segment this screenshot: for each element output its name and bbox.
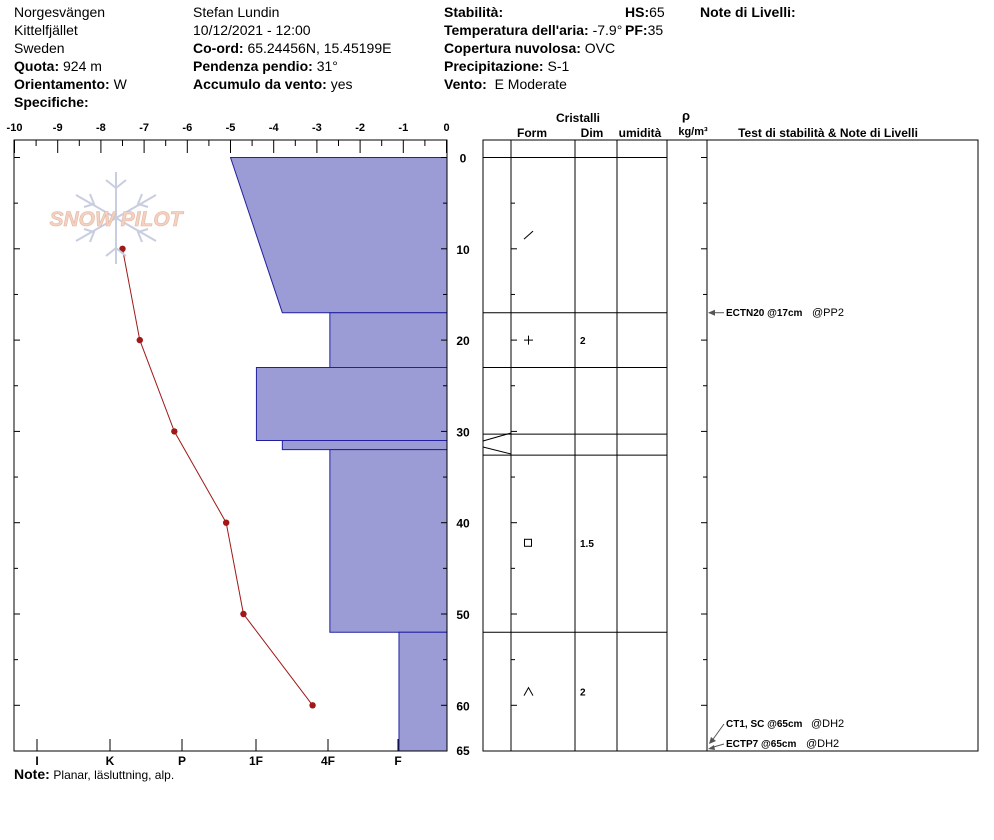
size-header: Dim [580,126,604,140]
temp-tick-label: -2 [355,122,365,134]
depth-label: 50 [456,608,470,622]
depth-label: 40 [456,516,470,531]
coord-label: Co-ord: [193,40,244,56]
quota-value: 924 m [63,58,102,74]
depth-label: 0 [459,151,467,166]
depth-label: 30 [456,425,470,440]
density-header: kg/m³ [678,126,708,138]
depth-hoar-icon [524,688,533,696]
tests-header: Test di stabilità & Note di Livelli [738,126,918,140]
faceted-crystals-icon [525,539,532,546]
stability-test-3 [726,738,839,750]
crystals-header: Cristalli [555,111,601,125]
temp-tick-label: 0 [443,122,450,134]
layer-pinch-lines [483,433,511,454]
observer-name: Stefan Lundin [193,4,280,20]
decomposing-fragments-icon [524,336,533,345]
country-name: Sweden [14,40,65,56]
arrow-head-icon [708,310,715,316]
temp-tick-label: -6 [182,122,193,134]
grain-size-label: 2 [580,687,586,699]
temp-tick-label: -9 [52,122,63,134]
hardness-bar-2 [330,313,447,368]
grain-stroke [525,539,532,546]
temperature-point [309,702,315,708]
temp-tick-label: -10 [6,122,23,134]
depth-label: 10 [456,242,470,257]
watermark-text: SNOW PILOT [49,208,183,231]
wind-value: E Moderate [494,76,567,92]
temp-tick-label: -7 [139,122,149,134]
temperature-point [223,520,229,526]
snowpilot-watermark [50,172,185,264]
test-grain: @DH2 [811,718,845,730]
precip-value: S-1 [547,58,570,74]
aspect-value: W [113,76,127,92]
hardness-bar-6 [399,632,447,751]
temp-tick-label: -1 [398,122,409,134]
quota-label: Quota: [14,58,60,74]
precip-particles-icon [524,231,533,239]
stability-test-2 [726,718,844,730]
layer-table-frame [483,140,978,751]
date-time: 10/12/2021 - 12:00 [193,22,311,38]
temperature-line [123,249,313,706]
hardness-bar-3 [256,367,447,440]
hardness-label: F [394,754,402,768]
note-row [14,766,174,782]
hardness-label: 1F [248,754,264,768]
cloud-label: Copertura nuvolosa: [444,40,581,56]
depth-label: 65 [456,744,470,758]
layer-notes-label: Note di Livelli: [700,4,796,20]
stability-label: Stabilità: [444,4,504,20]
slope-value: 31° [316,58,338,74]
stability-test-1 [726,307,844,319]
arrow-head-icon [709,737,716,744]
arrow-head-icon [708,745,715,750]
temp-tick-label: -3 [312,122,322,134]
pf-value: 35 [647,22,664,38]
note-label: Note: [14,766,50,782]
grain-stroke [524,688,533,696]
grain-size-label: 2 [580,336,586,348]
test-code: ECTP7 @65cm [726,739,797,750]
hardness-label: 4F [320,754,336,768]
hardness-bar-4 [282,441,447,450]
temperature-point [240,611,246,617]
pf-label: PF: [625,22,648,38]
hardness-bar-1 [231,158,448,313]
hs-value: 65 [649,4,665,20]
hardness-label: P [177,754,187,768]
temperature-point [171,428,177,434]
form-header: Form [517,126,547,140]
aspect-label: Orientamento: [14,76,110,92]
hardness-label: K [105,754,115,768]
temperature-point [137,337,143,343]
moisture-header: umidità [618,126,662,140]
air-temp-label: Temperatura dell'aria: [444,22,589,38]
location-name: Norgesvängen [14,4,106,20]
hs-label: HS: [625,4,650,20]
grain-stroke [524,231,533,239]
air-temp-value: -7.9° [592,22,623,38]
test-code: ECTN20 @17cm [726,308,803,319]
wind-load-value: yes [330,76,353,92]
test-grain: @PP2 [812,307,844,319]
depth-label: 60 [456,699,470,714]
depth-label: 20 [456,334,470,349]
coord-value: 65.24456N, 15.45199E [247,40,392,56]
grain-size-label: 1.5 [580,538,594,550]
wind-label: Vento: [444,76,487,92]
temp-tick-label: -8 [96,122,106,134]
temp-tick-label: -4 [268,122,279,134]
area-name: Kittelfjället [14,22,78,38]
test-code: CT1, SC @65cm [726,719,803,730]
precip-label: Precipitazione: [444,58,544,74]
note-value: Planar, läsluttning, alp. [53,768,175,782]
hardness-label: I [35,754,39,768]
test-grain: @DH2 [806,738,840,750]
specifics-label: Specifiche: [14,94,89,110]
hardness-bar-5 [330,450,447,633]
rho-header: ρ [681,108,691,123]
wind-load-label: Accumulo da vento: [193,76,327,92]
cloud-value: OVC [584,40,616,56]
temp-tick-label: -5 [225,122,236,134]
slope-label: Pendenza pendio: [193,58,313,74]
